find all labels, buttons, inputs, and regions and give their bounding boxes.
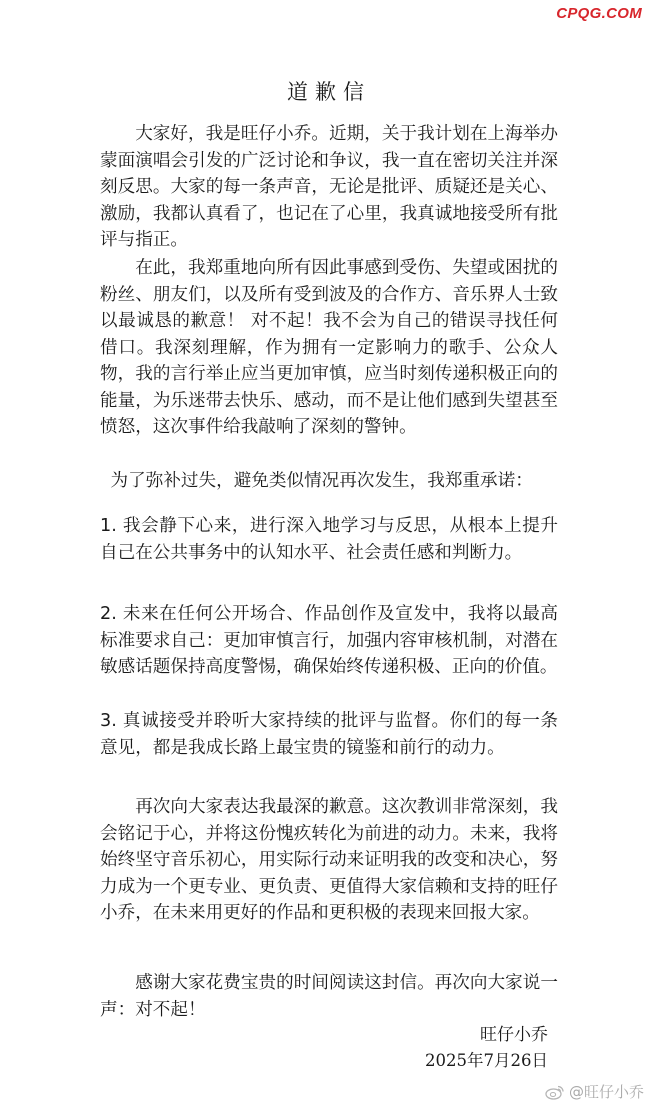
promise-item-3: 3. 真诚接受并聆听大家持续的批评与监督。你们的每一条意见，都是我成长路上最宝贵的镜鉴和前行的动力。 (100, 711, 558, 758)
letter-title: 道歉信 (287, 80, 371, 104)
signature-name: 旺仔小乔 (480, 1025, 548, 1045)
signature-block (425, 1022, 548, 1074)
promise-item-1: 1. 我会静下心来，进行深入地学习与反思，从根本上提升自己在公共事务中的认知水平、社会责任感和判断力。 (100, 516, 558, 563)
paragraph-apology: 在此，我郑重地向所有因此事感到受伤、失望或困扰的粉丝、朋友们，以及所有受到波及的合作方、音乐界人士致以最诚恳的歉意！ 对不起！我不会为自己的错误寻找任何借口。我深刻理解，作为拥有一定影响力的歌手、公众人物，我的言行举止应当更加审慎，应当时刻传递积极正向的能量，为乐迷带去快乐、感动，而不是让他们感到失望甚至愤怒，这次事件给我敲响了深刻的警钟。 (100, 258, 558, 437)
site-watermark: CPQG.COM (556, 5, 642, 22)
promise-item-2: 2. 未来在任何公开场合、作品创作及宣发中，我将以最高标准要求自己：更加审慎言行，加强内容审核机制，对潜在敏感话题保持高度警惕，确保始终传递积极、正向的价值。 (100, 604, 558, 677)
paragraph-closing: 再次向大家表达我最深的歉意。这次教训非常深刻，我会铭记于心，并将这份愧疚转化为前进的动力。未来，我将始终坚守音乐初心，用实际行动来证明我的改变和决心，努力成为一个更专业、更负责、更值得大家信赖和支持的旺仔小乔，在未来用更好的作品和更积极的表现来回报大家。 (100, 797, 558, 923)
weibo-watermark (545, 1081, 644, 1102)
weibo-logo-icon (545, 1084, 565, 1100)
signature-date: 2025年7月26日 (425, 1051, 548, 1070)
paragraph-thanks: 感谢大家花费宝贵的时间阅读这封信。再次向大家说一声：对不起！ (100, 973, 558, 1020)
weibo-handle: @旺仔小乔 (568, 1083, 644, 1101)
paragraph-promise-intro: 为了弥补过失，避免类似情况再次发生，我郑重承诺： (110, 471, 533, 491)
paragraph-greeting: 大家好，我是旺仔小乔。近期，关于我计划在上海举办蒙面演唱会引发的广泛讨论和争议，我一直在密切关注并深刻反思。大家的每一条声音，无论是批评、质疑还是关心、激励，我都认真看了，也记在了心里，我真诚地接受所有批评与指正。 (100, 124, 558, 250)
